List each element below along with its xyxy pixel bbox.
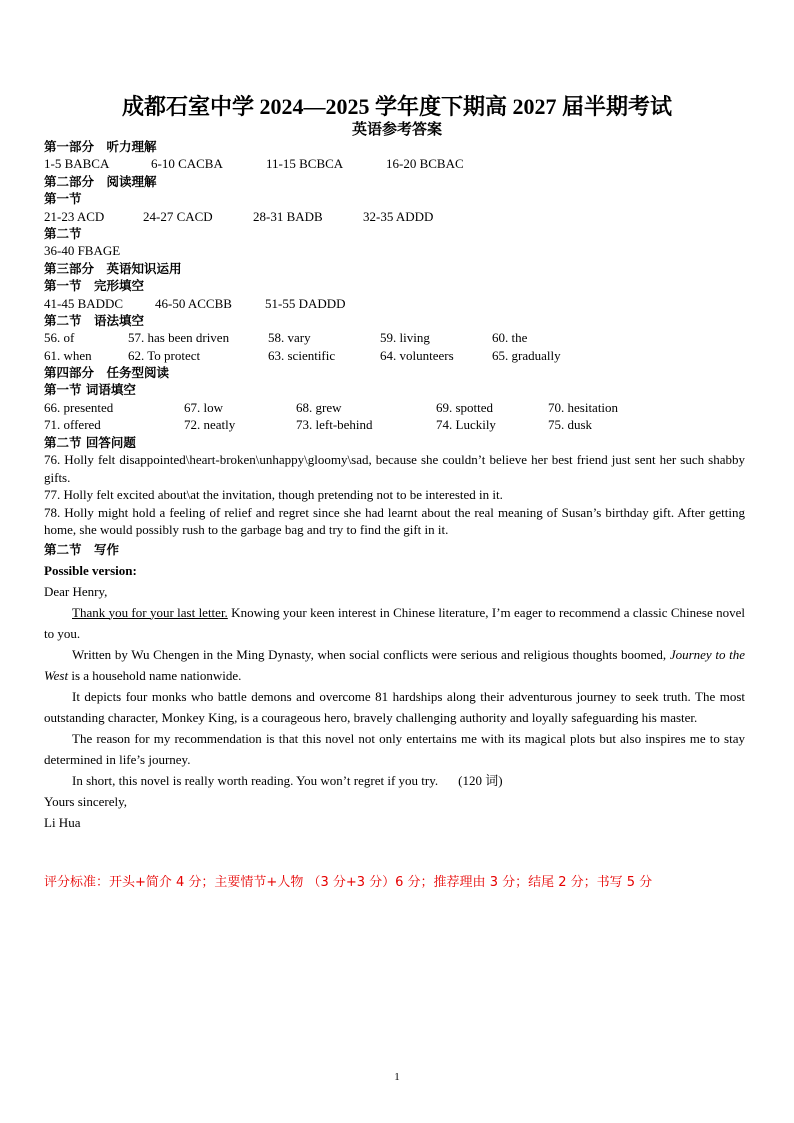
essay-paragraph-4: The reason for my recommendation is that this novel not only entertains me with its magical plots but also inspires me to stay determined in life’s journey. (44, 730, 745, 767)
part2-section1-heading: 第一节 (44, 191, 82, 207)
possible-version-label: Possible version: (44, 562, 137, 578)
answer-item: 75. dusk (548, 417, 593, 433)
part3-section2-row2 (44, 347, 745, 364)
part4-section2-heading: 第二节 回答问题 (44, 434, 136, 450)
document-title: 成都石室中学 2024—2025 学年度下期高 2027 届半期考试 (121, 94, 672, 119)
model-essay (44, 560, 745, 833)
part3-heading: 第三部分 英语知识运用 (44, 260, 182, 276)
answer-content (44, 138, 745, 833)
answer-78: 78. Holly might hold a feeling of relief and regret since she had learnt about the real meaning of Susan’s birthday gift. After getting home, she would possibly rush to the garbage bag and try to find the gift in it. (44, 504, 745, 538)
essay-greeting: Dear Henry, (44, 583, 108, 599)
book-title: Journey to the West (44, 646, 745, 683)
answer-item: 64. volunteers (380, 347, 454, 363)
part3-section1-answers (44, 295, 745, 312)
answer-group: 1-5 BABCA (44, 156, 110, 172)
essay-paragraph-3: It depicts four monks who battle demons and overcome 81 hardships along their adventurous journey to seek truth. The most outstanding character, Monkey King, is a courageous hero, bravely challenging authority and loyally safeguarding his master. (44, 688, 745, 725)
essay-signature: Li Hua (44, 814, 81, 830)
answer-group: 24-27 CACD (143, 208, 213, 224)
answer-group: 51-55 DADDD (265, 295, 346, 311)
essay-paragraph-5 (44, 770, 745, 791)
answer-item: 73. left-behind (296, 417, 373, 433)
essay-text: Written by Wu Chengen in the Ming Dynasty, when social conflicts were serious and religious thoughts boomed, (72, 646, 670, 662)
answer-item: 70. hesitation (548, 399, 619, 415)
answer-item: 62. To protect (128, 347, 201, 363)
answer-group: 36-40 FBAGE (44, 243, 121, 259)
answer-item: 59. living (380, 330, 430, 346)
answer-77: 77. Holly felt excited about\at the invitation, though pretending not to be interested in it. (44, 487, 503, 503)
essay-closing: Yours sincerely, (44, 793, 128, 809)
answer-item: 56. of (44, 330, 75, 346)
part3-section2-heading: 第二节 语法填空 (44, 312, 145, 328)
page-number: 1 (394, 1071, 400, 1083)
part2-heading: 第二部分 阅读理解 (44, 173, 157, 189)
answer-item: 71. offered (44, 417, 101, 433)
answer-group: 41-45 BADDC (44, 295, 124, 311)
scoring-criteria: 评分标准：开头+简介 4 分；主要情节+人物 （3 分+3 分）6 分；推荐理由 3 分；结尾 2 分；书写 5 分 (44, 875, 653, 890)
answer-item: 61. when (44, 347, 92, 363)
essay-text: Knowing your keen interest in Chinese literature, I’m eager to recommend a classic Chinese novel to you. (44, 604, 745, 641)
part1-answers (44, 155, 745, 172)
answer-item: 60. the (492, 330, 528, 346)
part4-section1-row1 (44, 399, 745, 416)
word-count: (120 词) (458, 772, 503, 788)
answer-76: 76. Holly felt disappointed\heart-broken\unhappy\gloomy\sad, because she couldn’t believe her best friend just sent her such shabby gifts. (44, 452, 745, 485)
answer-group: 32-35 ADDD (363, 208, 434, 224)
answer-item: 68. grew (296, 399, 342, 415)
part4-section1-row2 (44, 416, 745, 433)
answer-group: 11-15 BCBCA (266, 156, 344, 172)
part2-section1-answers (44, 208, 745, 225)
part3-section1-heading: 第一节 完形填空 (44, 278, 145, 294)
part1-heading: 第一部分 听力理解 (44, 139, 157, 154)
writing-heading: 第二节 写作 (44, 541, 120, 557)
part2-section2-heading: 第二节 (44, 225, 82, 241)
essay-paragraph-2 (44, 644, 745, 686)
answer-item: 69. spotted (436, 399, 494, 415)
essay-text: In short, this novel is really worth reading. You won’t regret if you try. (72, 772, 439, 788)
answer-item: 66. presented (44, 399, 114, 415)
part4-heading: 第四部分 任务型阅读 (44, 365, 170, 381)
answer-item: 57. has been driven (128, 330, 230, 346)
underlined-sentence: Thank you for your last letter. (72, 604, 228, 620)
answer-item: 65. gradually (492, 347, 561, 363)
essay-text: is a household name nationwide. (68, 667, 242, 683)
answer-group: 6-10 CACBA (151, 156, 223, 172)
answer-group: 28-31 BADB (253, 208, 323, 224)
answer-item: 72. neatly (184, 417, 236, 433)
part4-section1-heading: 第一节 词语填空 (44, 382, 136, 398)
answer-group: 16-20 BCBAC (386, 156, 464, 172)
document-subtitle: 英语参考答案 (351, 122, 442, 138)
answer-item: 58. vary (268, 330, 311, 346)
essay-paragraph-1 (44, 602, 745, 644)
answer-group: 46-50 ACCBB (155, 295, 232, 311)
answer-group: 21-23 ACD (44, 208, 105, 224)
answer-item: 63. scientific (268, 347, 336, 363)
answer-item: 67. low (184, 399, 223, 415)
answer-item: 74. Luckily (436, 417, 496, 433)
part3-section2-row1 (44, 329, 745, 346)
part2-section2-answers (44, 242, 745, 259)
